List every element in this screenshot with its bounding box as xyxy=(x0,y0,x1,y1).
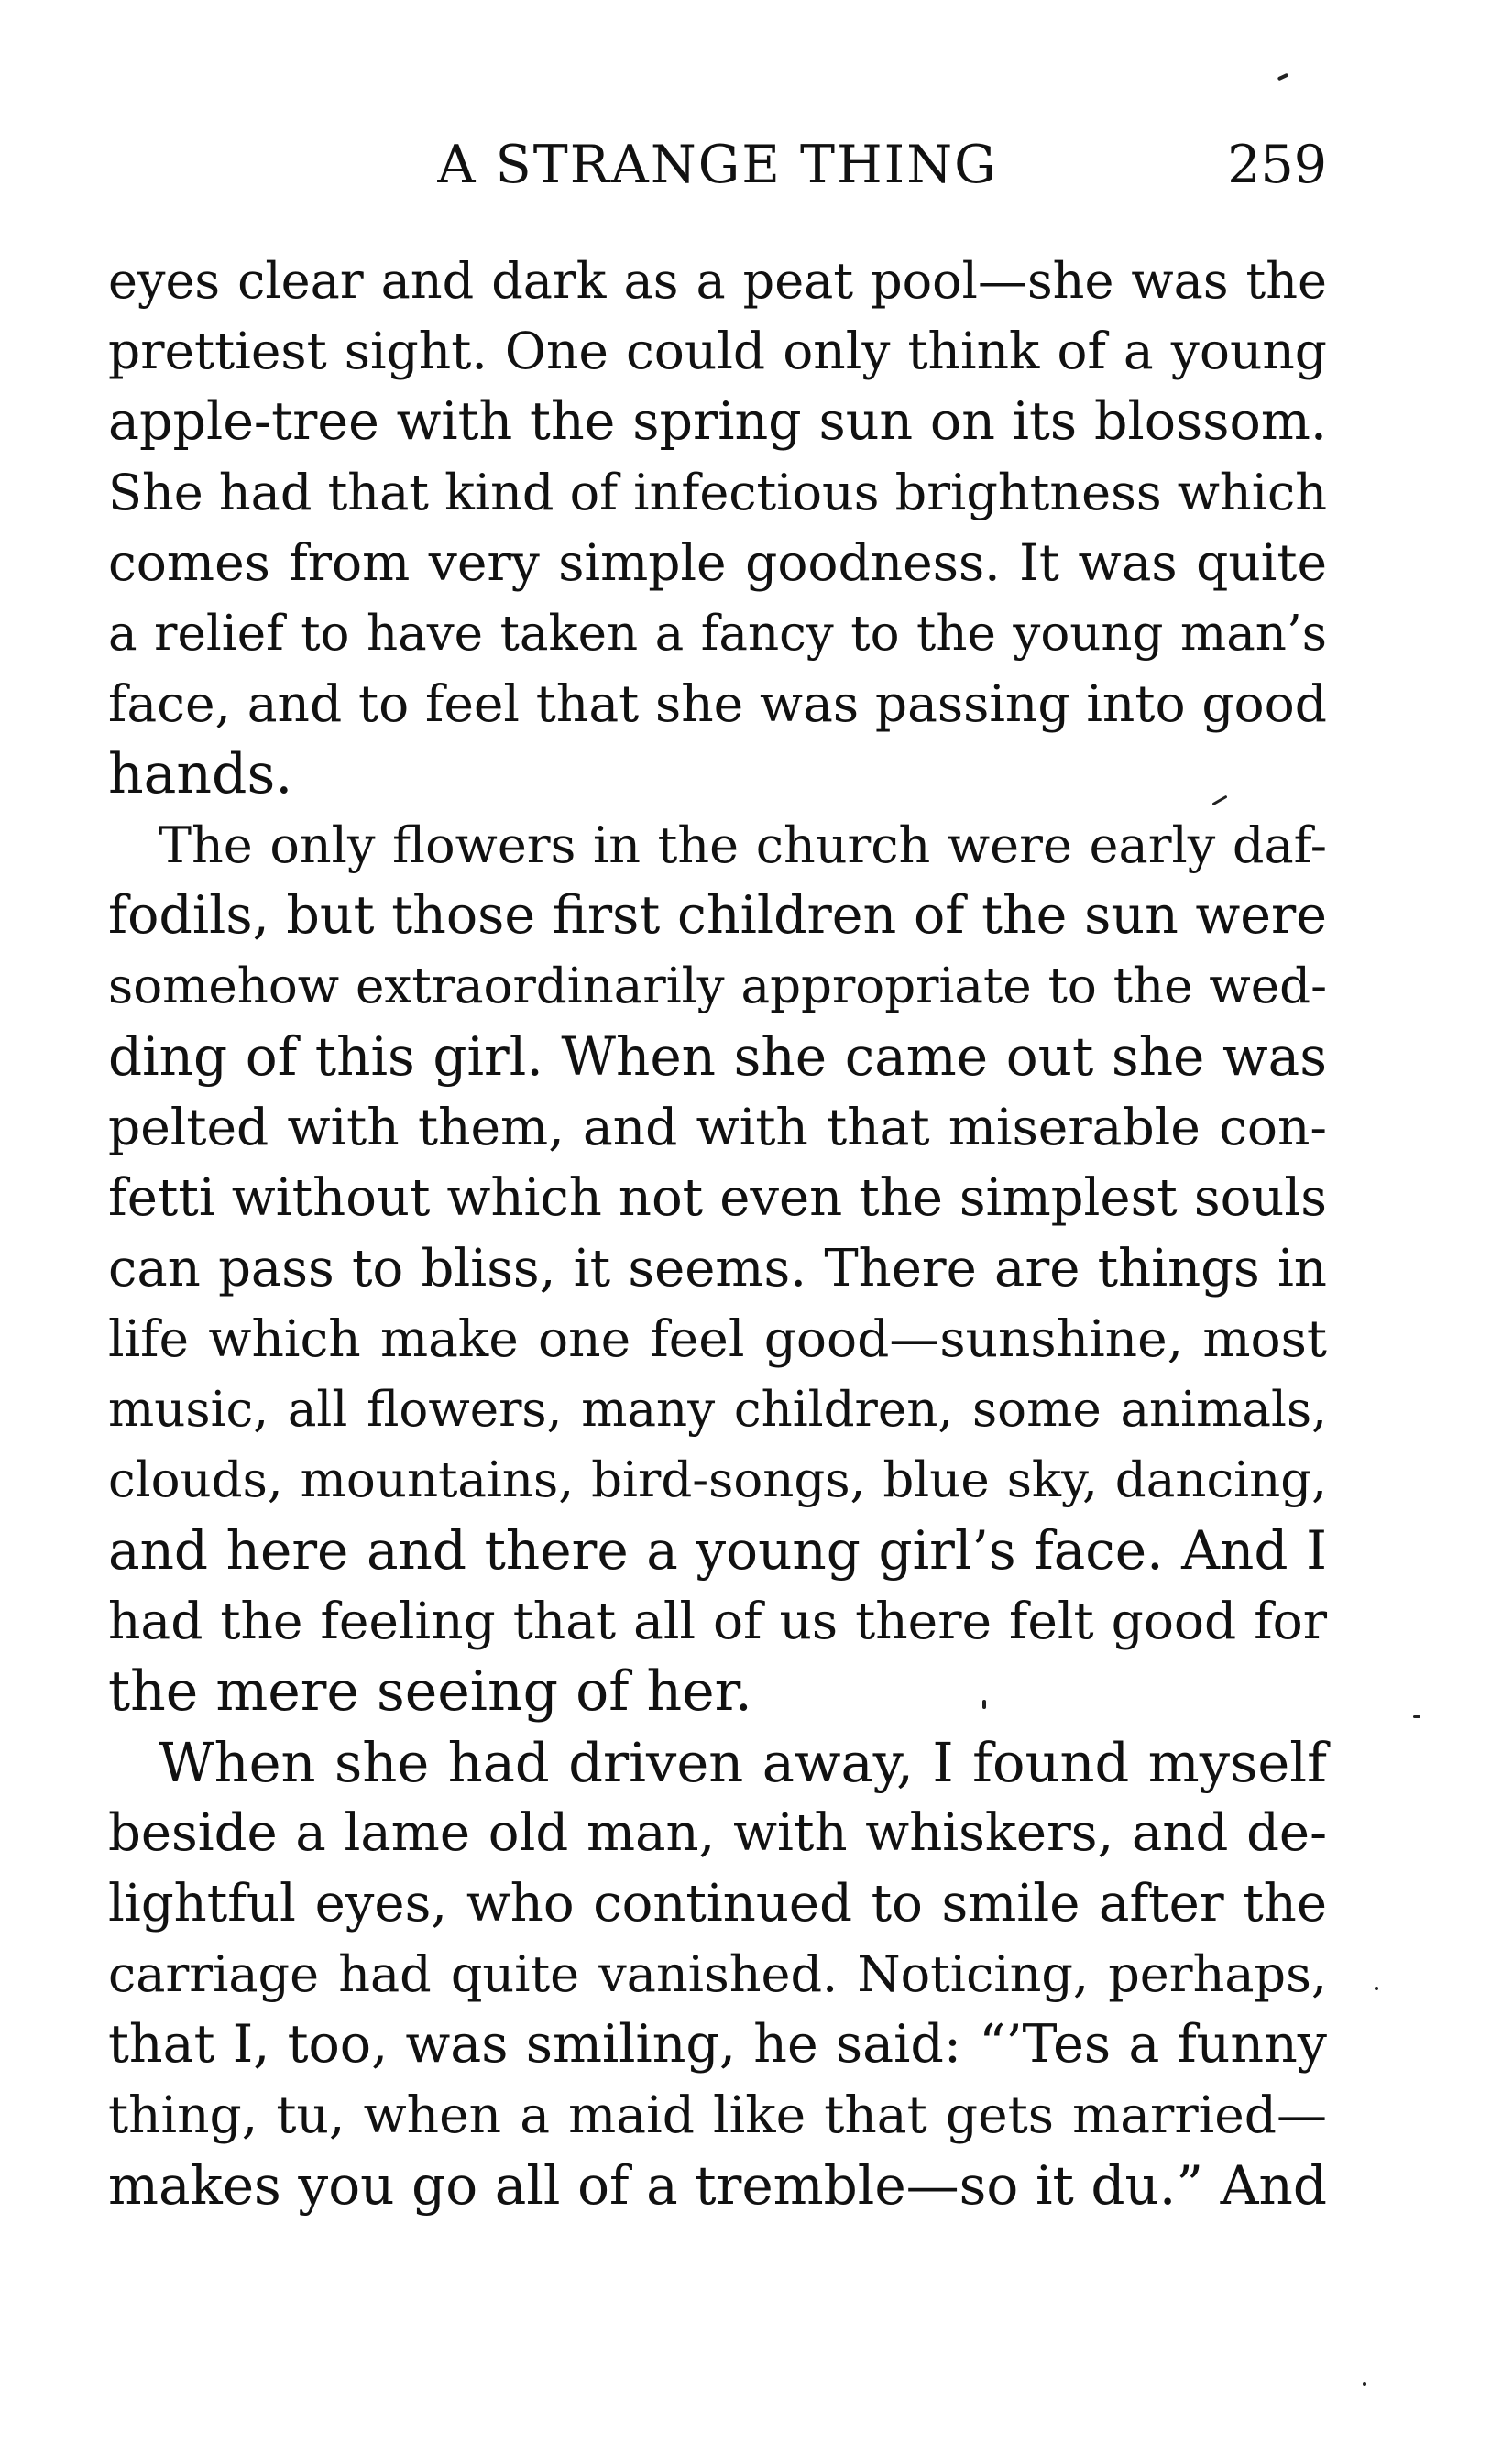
text-line: the mere seeing of her. xyxy=(108,1659,752,1724)
text-line: carriage had quite vanished. Noticing, perhaps, xyxy=(108,1945,1327,2003)
page-header xyxy=(108,128,1327,202)
text-line: prettiest sight. One could only think of a young xyxy=(108,322,1327,380)
text-line: beside a lame old man, with whiskers, and de- xyxy=(108,1803,1327,1863)
scan-speck xyxy=(1413,1715,1420,1718)
text-line: life which make one feel good—sunshine, most xyxy=(108,1309,1327,1368)
text-line: music, all flowers, many children, some animals, xyxy=(108,1382,1327,1438)
text-line: comes from very simple goodness. It was quite xyxy=(108,533,1327,592)
text-line: somehow extraordinarily appropriate to the wed- xyxy=(108,958,1327,1014)
scan-speck xyxy=(1277,73,1289,82)
text-line: The only flowers in the church were early daf- xyxy=(159,816,1327,874)
text-line: can pass to bliss, it seems. There are things in xyxy=(108,1239,1327,1298)
text-line: She had that kind of infectious brightness which xyxy=(108,464,1327,521)
text-line: had the feeling that all of us there felt good for xyxy=(108,1592,1327,1650)
text-line: fetti without which not even the simplest souls xyxy=(108,1168,1327,1228)
running-head: A STRANGE THING xyxy=(437,135,998,195)
text-line: pelted with them, and with that miserable con- xyxy=(108,1098,1327,1156)
page-number: 259 xyxy=(1227,135,1327,195)
text-line: thing, tu, when a maid like that gets married— xyxy=(108,2086,1327,2144)
text-line: clouds, mountains, bird-songs, blue sky, dancing, xyxy=(108,1452,1327,1508)
text-line: fodils, but those first children of the sun were xyxy=(108,885,1327,946)
text-line: eyes clear and dark as a peat pool—she was the xyxy=(108,252,1327,310)
text-line: and here and there a young girl’s face. And I xyxy=(108,1519,1327,1582)
body-text xyxy=(108,246,1327,2221)
text-line: lightful eyes, who continued to smile after the xyxy=(108,1874,1327,1933)
text-line: hands. xyxy=(108,742,293,806)
text-line: ding of this girl. When she came out she was xyxy=(108,1025,1327,1088)
scan-speck xyxy=(982,1700,986,1709)
text-line: When she had driven away, I found myself xyxy=(159,1731,1327,1794)
text-line: face, and to feel that she was passing into good xyxy=(108,674,1327,733)
text-line: makes you go all of a tremble—so it du.” And xyxy=(108,2154,1327,2217)
text-line: apple-tree with the spring sun on its blossom. xyxy=(108,391,1327,452)
text-line: that I, too, was smiling, he said: “’Tes a funny xyxy=(108,2014,1327,2075)
scan-speck xyxy=(1363,2382,1366,2386)
scan-speck xyxy=(1375,1987,1378,1990)
text-line: a relief to have taken a fancy to the young man’s xyxy=(108,606,1327,662)
